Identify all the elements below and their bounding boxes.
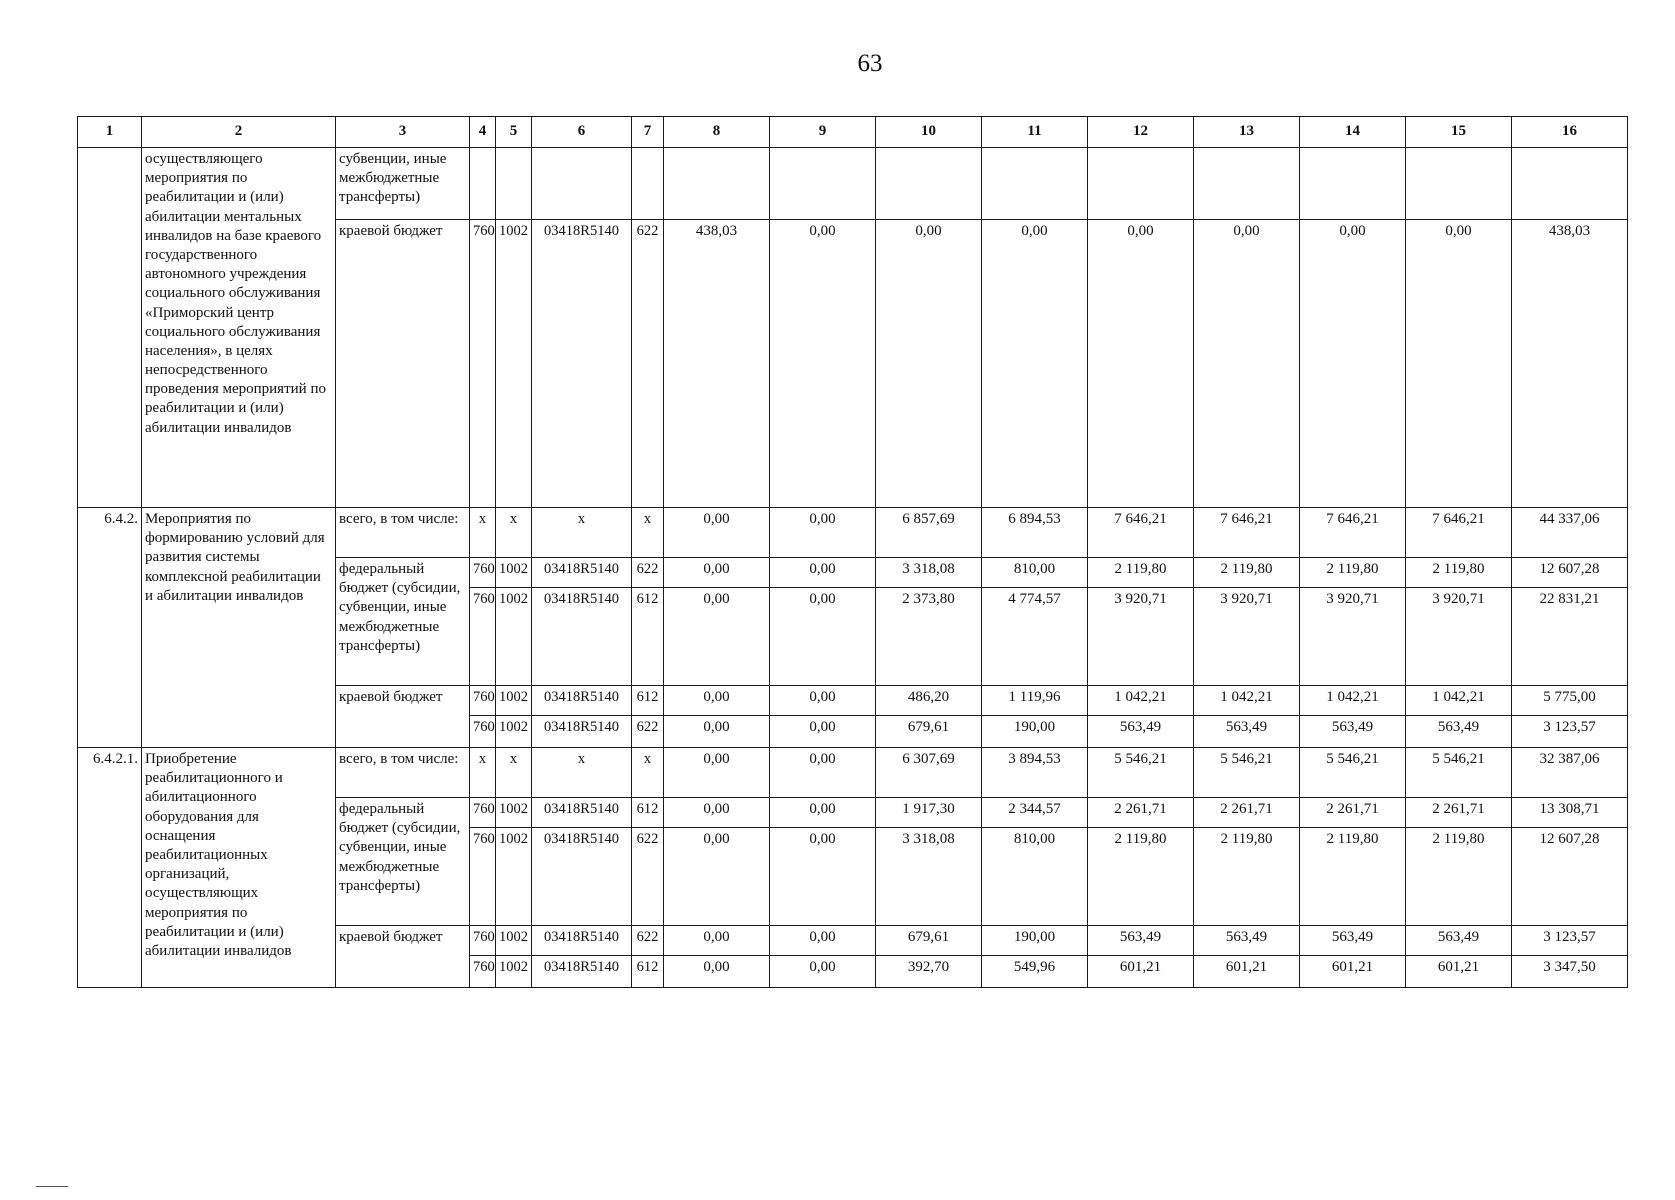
- code-target-article: 03418R5140: [532, 798, 632, 828]
- amount-cell: 486,20: [876, 686, 982, 716]
- amount-cell: 810,00: [982, 828, 1088, 926]
- code-section: 1002: [496, 798, 532, 828]
- funding-source: краевой бюджет: [336, 926, 470, 988]
- code-target-article: 03418R5140: [532, 716, 632, 748]
- amount-cell: 3 920,71: [1088, 588, 1194, 686]
- amount-cell: 190,00: [982, 926, 1088, 956]
- amount-cell: 6 857,69: [876, 508, 982, 558]
- amount-cell: 0,00: [664, 686, 770, 716]
- amount-cell: 0,00: [1406, 220, 1512, 508]
- amount-cell: 0,00: [1194, 220, 1300, 508]
- amount-cell: 810,00: [982, 558, 1088, 588]
- amount-cell: [1088, 148, 1194, 220]
- code-admin: 760: [470, 956, 496, 988]
- amount-cell: 32 387,06: [1512, 748, 1628, 798]
- amount-cell: 563,49: [1088, 926, 1194, 956]
- code-section: x: [496, 508, 532, 558]
- code-section: 1002: [496, 926, 532, 956]
- funding-source: всего, в том числе:: [336, 508, 470, 558]
- amount-cell: 0,00: [664, 508, 770, 558]
- amount-cell: [664, 148, 770, 220]
- code-section: 1002: [496, 956, 532, 988]
- amount-cell: 438,03: [1512, 220, 1628, 508]
- code-section: 1002: [496, 220, 532, 508]
- amount-cell: [876, 148, 982, 220]
- amount-cell: 5 546,21: [1088, 748, 1194, 798]
- code-admin: 760: [470, 220, 496, 508]
- item-number: [78, 148, 142, 508]
- amount-cell: 7 646,21: [1406, 508, 1512, 558]
- amount-cell: 2 261,71: [1300, 798, 1406, 828]
- amount-cell: 563,49: [1194, 716, 1300, 748]
- amount-cell: 7 646,21: [1194, 508, 1300, 558]
- column-header: 16: [1512, 117, 1628, 148]
- code-target-article: 03418R5140: [532, 220, 632, 508]
- code-section: 1002: [496, 558, 532, 588]
- funding-source: всего, в том числе:: [336, 748, 470, 798]
- code-target-article: x: [532, 748, 632, 798]
- amount-cell: 2 119,80: [1300, 828, 1406, 926]
- amount-cell: 3 894,53: [982, 748, 1088, 798]
- amount-cell: 5 775,00: [1512, 686, 1628, 716]
- column-header: 15: [1406, 117, 1512, 148]
- column-header: 13: [1194, 117, 1300, 148]
- code-section: [496, 148, 532, 220]
- amount-cell: 679,61: [876, 926, 982, 956]
- amount-cell: 0,00: [770, 798, 876, 828]
- column-header: 7: [632, 117, 664, 148]
- code-expense-type: 612: [632, 588, 664, 686]
- amount-cell: 3 318,08: [876, 828, 982, 926]
- amount-cell: 2 119,80: [1406, 828, 1512, 926]
- item-name: Приобретение реабилитационного и абилитационного оборудования для оснащения реабилитационных организаций, осуществляющих мероприятия по реабилитации и (или) абилитации инвалидов: [142, 748, 336, 988]
- column-header: 5: [496, 117, 532, 148]
- amount-cell: 3 920,71: [1194, 588, 1300, 686]
- amount-cell: 2 119,80: [1194, 558, 1300, 588]
- funding-source: федеральный бюджет (субсидии, субвенции, иные межбюджетные трансферты): [336, 798, 470, 926]
- item-number: 6.4.2.: [78, 508, 142, 748]
- code-expense-type: 612: [632, 798, 664, 828]
- amount-cell: 549,96: [982, 956, 1088, 988]
- amount-cell: 7 646,21: [1088, 508, 1194, 558]
- amount-cell: 4 774,57: [982, 588, 1088, 686]
- amount-cell: 563,49: [1300, 926, 1406, 956]
- amount-cell: 0,00: [982, 220, 1088, 508]
- page-number: 63: [857, 50, 883, 77]
- amount-cell: 563,49: [1194, 926, 1300, 956]
- amount-cell: 601,21: [1300, 956, 1406, 988]
- amount-cell: 0,00: [770, 686, 876, 716]
- amount-cell: 44 337,06: [1512, 508, 1628, 558]
- item-name: осуществляющего мероприятия по реабилитации и (или) абилитации ментальных инвалидов на базе краевого государственного автономного учреждения социального обслуживания «Приморский центр социального обслуживания населения», в целях непосредственного проведения мероприятий по реабилитации и (или) абилитации инвалидов: [142, 148, 336, 508]
- code-target-article: 03418R5140: [532, 558, 632, 588]
- amount-cell: 3 123,57: [1512, 926, 1628, 956]
- funding-source: субвенции, иные межбюджетные трансферты): [336, 148, 470, 220]
- code-target-article: 03418R5140: [532, 926, 632, 956]
- code-section: x: [496, 748, 532, 798]
- column-header: 10: [876, 117, 982, 148]
- amount-cell: [1300, 148, 1406, 220]
- amount-cell: 0,00: [664, 588, 770, 686]
- column-header: 1: [78, 117, 142, 148]
- code-expense-type: 612: [632, 686, 664, 716]
- amount-cell: 13 308,71: [1512, 798, 1628, 828]
- amount-cell: 563,49: [1088, 716, 1194, 748]
- code-target-article: x: [532, 508, 632, 558]
- amount-cell: 0,00: [876, 220, 982, 508]
- amount-cell: 2 119,80: [1194, 828, 1300, 926]
- amount-cell: 1 042,21: [1088, 686, 1194, 716]
- amount-cell: 0,00: [664, 926, 770, 956]
- amount-cell: 1 917,30: [876, 798, 982, 828]
- amount-cell: 2 119,80: [1300, 558, 1406, 588]
- code-target-article: 03418R5140: [532, 588, 632, 686]
- column-header: 9: [770, 117, 876, 148]
- amount-cell: 0,00: [664, 828, 770, 926]
- column-header: 6: [532, 117, 632, 148]
- code-target-article: [532, 148, 632, 220]
- amount-cell: 563,49: [1406, 926, 1512, 956]
- amount-cell: 0,00: [1300, 220, 1406, 508]
- code-expense-type: 622: [632, 220, 664, 508]
- amount-cell: 438,03: [664, 220, 770, 508]
- code-expense-type: 622: [632, 828, 664, 926]
- amount-cell: 6 307,69: [876, 748, 982, 798]
- amount-cell: 3 318,08: [876, 558, 982, 588]
- amount-cell: 2 119,80: [1088, 828, 1194, 926]
- code-admin: 760: [470, 588, 496, 686]
- amount-cell: 1 042,21: [1300, 686, 1406, 716]
- code-admin: 760: [470, 798, 496, 828]
- code-admin: [470, 148, 496, 220]
- funding-source: федеральный бюджет (субсидии, субвенции, иные межбюджетные трансферты): [336, 558, 470, 686]
- code-admin: 760: [470, 828, 496, 926]
- amount-cell: [770, 148, 876, 220]
- code-expense-type: x: [632, 508, 664, 558]
- amount-cell: 2 261,71: [1088, 798, 1194, 828]
- amount-cell: 2 119,80: [1406, 558, 1512, 588]
- amount-cell: 0,00: [770, 926, 876, 956]
- amount-cell: 0,00: [664, 956, 770, 988]
- amount-cell: 5 546,21: [1406, 748, 1512, 798]
- amount-cell: 5 546,21: [1194, 748, 1300, 798]
- amount-cell: 190,00: [982, 716, 1088, 748]
- amount-cell: 0,00: [1088, 220, 1194, 508]
- amount-cell: 601,21: [1088, 956, 1194, 988]
- amount-cell: 3 920,71: [1300, 588, 1406, 686]
- amount-cell: 0,00: [664, 558, 770, 588]
- footer-line: [36, 1186, 68, 1187]
- column-header: 12: [1088, 117, 1194, 148]
- item-number: 6.4.2.1.: [78, 748, 142, 988]
- code-section: 1002: [496, 828, 532, 926]
- amount-cell: 2 373,80: [876, 588, 982, 686]
- column-header: 2: [142, 117, 336, 148]
- column-header: 4: [470, 117, 496, 148]
- funding-source: краевой бюджет: [336, 220, 470, 508]
- amount-cell: 0,00: [770, 220, 876, 508]
- table-row: [78, 148, 1628, 220]
- amount-cell: 7 646,21: [1300, 508, 1406, 558]
- code-admin: x: [470, 748, 496, 798]
- amount-cell: 0,00: [770, 716, 876, 748]
- header-row: [78, 117, 1628, 148]
- code-expense-type: x: [632, 748, 664, 798]
- amount-cell: 2 261,71: [1194, 798, 1300, 828]
- table-row: [78, 748, 1628, 798]
- code-admin: 760: [470, 558, 496, 588]
- amount-cell: 6 894,53: [982, 508, 1088, 558]
- amount-cell: 0,00: [770, 828, 876, 926]
- amount-cell: 601,21: [1194, 956, 1300, 988]
- code-expense-type: 612: [632, 956, 664, 988]
- amount-cell: [982, 148, 1088, 220]
- code-expense-type: 622: [632, 926, 664, 956]
- amount-cell: 0,00: [770, 956, 876, 988]
- code-expense-type: 622: [632, 716, 664, 748]
- amount-cell: 1 119,96: [982, 686, 1088, 716]
- amount-cell: 392,70: [876, 956, 982, 988]
- amount-cell: 3 347,50: [1512, 956, 1628, 988]
- amount-cell: 0,00: [664, 716, 770, 748]
- amount-cell: 563,49: [1406, 716, 1512, 748]
- column-header: 8: [664, 117, 770, 148]
- amount-cell: 22 831,21: [1512, 588, 1628, 686]
- amount-cell: 0,00: [770, 558, 876, 588]
- amount-cell: 12 607,28: [1512, 558, 1628, 588]
- amount-cell: 5 546,21: [1300, 748, 1406, 798]
- amount-cell: 0,00: [664, 798, 770, 828]
- code-target-article: 03418R5140: [532, 828, 632, 926]
- code-admin: 760: [470, 926, 496, 956]
- column-header: 11: [982, 117, 1088, 148]
- amount-cell: 1 042,21: [1194, 686, 1300, 716]
- code-target-article: 03418R5140: [532, 956, 632, 988]
- amount-cell: [1512, 148, 1628, 220]
- code-section: 1002: [496, 686, 532, 716]
- code-expense-type: [632, 148, 664, 220]
- funding-source: краевой бюджет: [336, 686, 470, 748]
- amount-cell: 0,00: [770, 588, 876, 686]
- amount-cell: 3 123,57: [1512, 716, 1628, 748]
- table-row: [78, 508, 1628, 558]
- amount-cell: 0,00: [664, 748, 770, 798]
- amount-cell: 2 261,71: [1406, 798, 1512, 828]
- amount-cell: 2 119,80: [1088, 558, 1194, 588]
- amount-cell: 3 920,71: [1406, 588, 1512, 686]
- amount-cell: 679,61: [876, 716, 982, 748]
- code-section: 1002: [496, 588, 532, 686]
- amount-cell: 0,00: [770, 748, 876, 798]
- column-header: 3: [336, 117, 470, 148]
- amount-cell: 12 607,28: [1512, 828, 1628, 926]
- amount-cell: 2 344,57: [982, 798, 1088, 828]
- amount-cell: [1406, 148, 1512, 220]
- amount-cell: 601,21: [1406, 956, 1512, 988]
- amount-cell: 1 042,21: [1406, 686, 1512, 716]
- amount-cell: 563,49: [1300, 716, 1406, 748]
- amount-cell: 0,00: [770, 508, 876, 558]
- code-target-article: 03418R5140: [532, 686, 632, 716]
- code-admin: x: [470, 508, 496, 558]
- item-name: Мероприятия по формированию условий для развития системы комплексной реабилитации и абилитации инвалидов: [142, 508, 336, 748]
- amount-cell: [1194, 148, 1300, 220]
- code-admin: 760: [470, 716, 496, 748]
- code-expense-type: 622: [632, 558, 664, 588]
- code-admin: 760: [470, 686, 496, 716]
- code-section: 1002: [496, 716, 532, 748]
- budget-table: [77, 116, 1628, 988]
- column-header: 14: [1300, 117, 1406, 148]
